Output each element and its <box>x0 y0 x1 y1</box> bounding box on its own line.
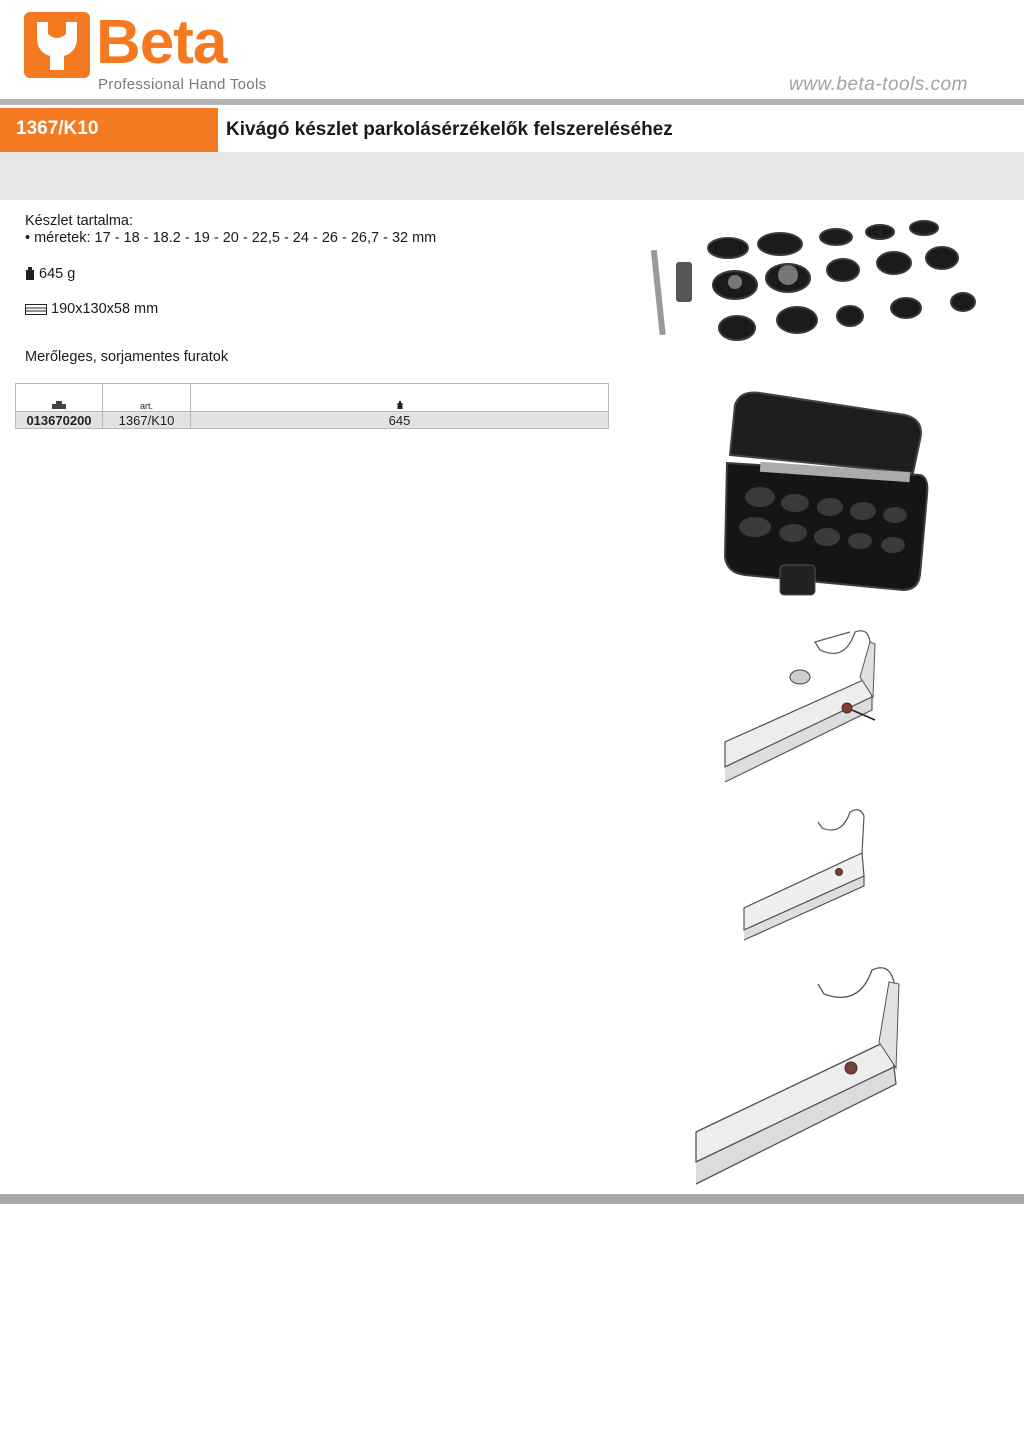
header-weight <box>191 384 609 412</box>
product-title: Kivágó készlet parkolásérzékelők felszereléséhez <box>226 119 673 140</box>
grey-band <box>0 152 1024 200</box>
header-package <box>16 384 103 412</box>
bottom-divider <box>0 1194 1024 1204</box>
brand-tagline: Professional Hand Tools <box>98 76 267 93</box>
table-header-row <box>16 384 609 412</box>
cell-weight: 645 <box>191 412 609 429</box>
weight-icon <box>25 267 35 280</box>
weight-value: 645 g <box>39 266 76 282</box>
box-dimensions-icon <box>25 304 47 315</box>
cell-art: 1367/K10 <box>103 412 191 429</box>
header-art: art. <box>103 384 191 412</box>
website-link[interactable]: www.beta-tools.com <box>788 74 968 95</box>
description: Merőleges, sorjamentes furatok <box>25 349 229 365</box>
beta-logo-icon <box>24 12 94 82</box>
contents-title: Készlet tartalma: <box>25 213 133 229</box>
bumper-sensor-illustration <box>694 962 934 1187</box>
article-table <box>15 383 609 429</box>
package-icon <box>52 401 66 409</box>
dimensions-row <box>25 301 158 317</box>
top-divider <box>0 99 1024 105</box>
table-row <box>16 412 609 429</box>
dimensions-value: 190x130x58 mm <box>51 301 159 317</box>
contents-sizes: • méretek: 17 - 18 - 18.2 - 19 - 20 - 22,5 - 24 - 26 - 26,7 - 32 mm <box>25 230 437 246</box>
bumper-hole-illustration <box>742 808 892 943</box>
product-code: 1367/K10 <box>16 118 99 139</box>
cell-code: 013670200 <box>16 412 103 429</box>
brand-name: Beta <box>96 8 227 77</box>
weight-icon <box>397 401 403 409</box>
case-image <box>715 385 935 605</box>
weight-row <box>25 266 75 282</box>
bumper-drilling-illustration <box>720 622 915 792</box>
cutter-set-image <box>640 210 1020 360</box>
